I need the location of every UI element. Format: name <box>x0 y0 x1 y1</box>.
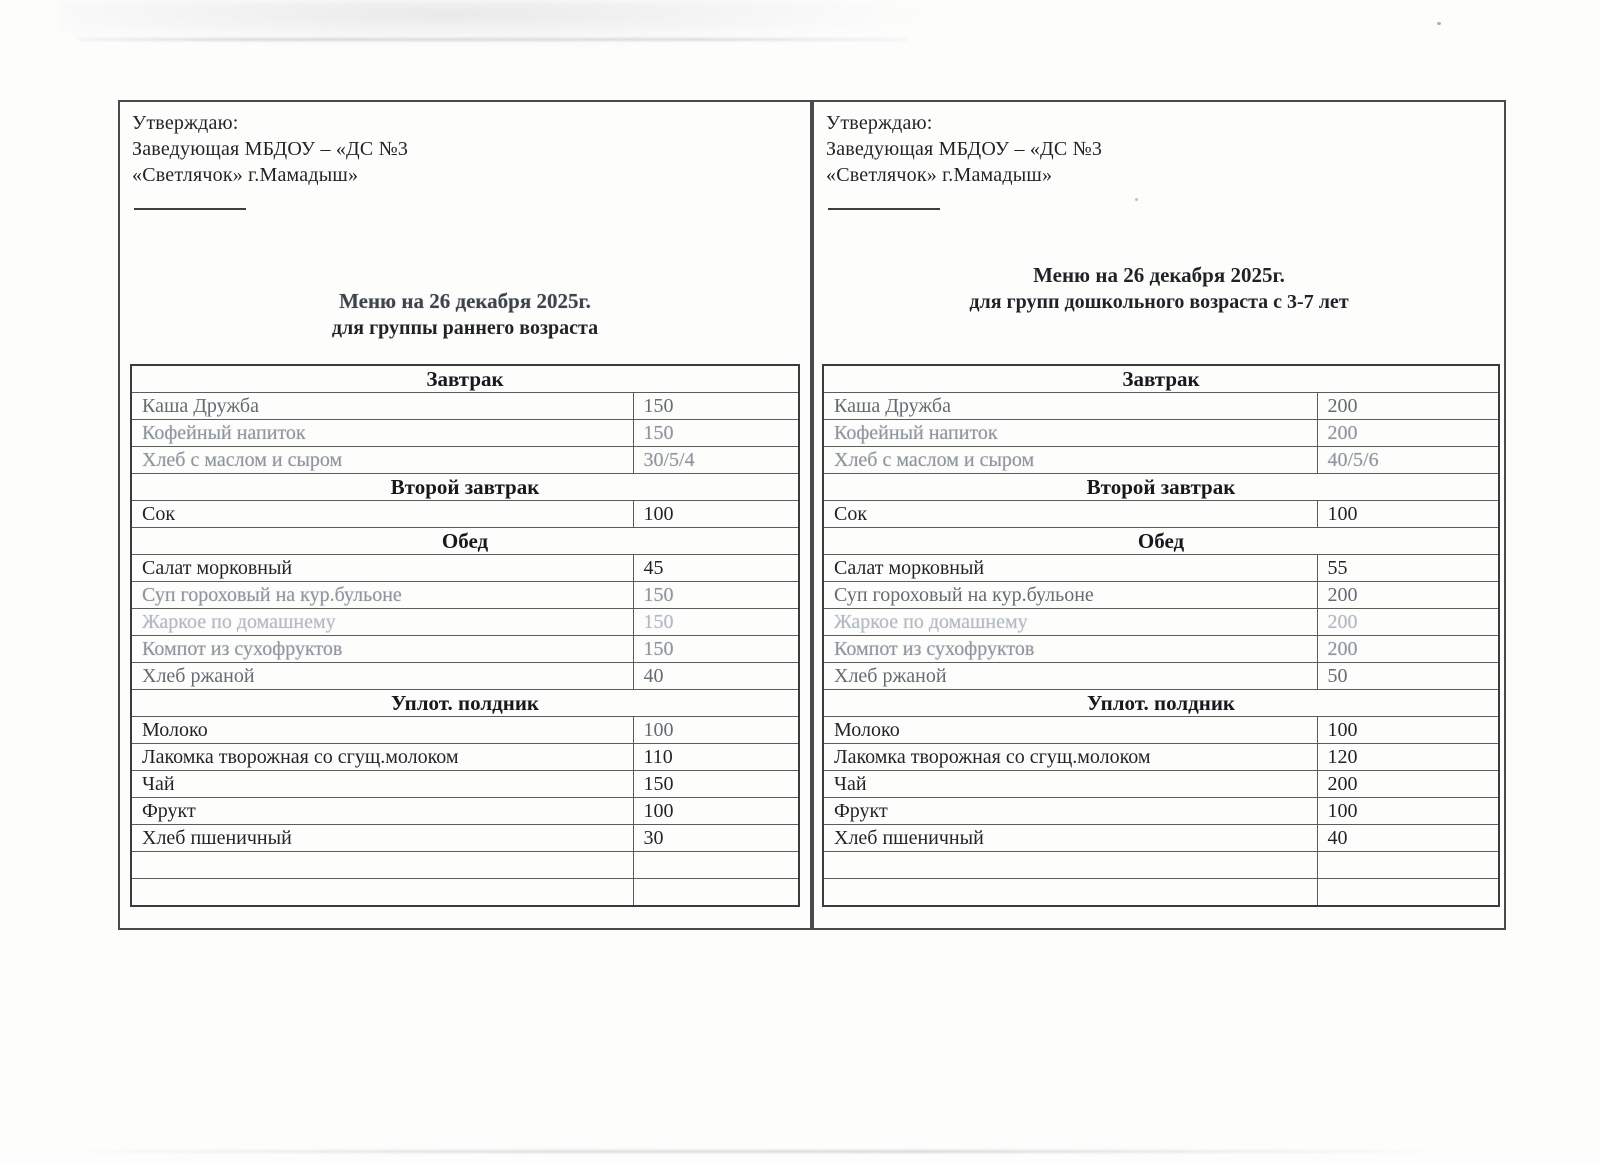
dish-qty-cell: 40 <box>633 663 799 690</box>
dish-qty-cell: 150 <box>633 609 799 636</box>
section-row <box>823 365 1499 393</box>
table-row <box>131 798 799 825</box>
section-header-cell: Второй завтрак <box>131 474 799 501</box>
section-row <box>131 528 799 555</box>
dish-name-cell: Лакомка творожная со сгущ.молоком <box>131 744 633 771</box>
table-row-empty <box>823 879 1499 907</box>
dish-qty-cell: 40/5/6 <box>1317 447 1499 474</box>
dish-qty-cell: 50 <box>1317 663 1499 690</box>
dish-qty-cell: 100 <box>1317 501 1499 528</box>
menu-title-date: Меню на 26 декабря 2025г. <box>339 289 591 313</box>
table-row <box>823 798 1499 825</box>
dish-name-cell: Каша Дружба <box>823 393 1317 420</box>
dish-name-cell: Чай <box>823 771 1317 798</box>
table-row <box>131 636 799 663</box>
dish-qty-cell <box>1317 852 1499 879</box>
dish-name-cell <box>823 852 1317 879</box>
dish-qty-cell: 110 <box>633 744 799 771</box>
dish-name-cell: Сок <box>823 501 1317 528</box>
dish-name-cell: Сок <box>131 501 633 528</box>
dish-qty-cell: 200 <box>1317 609 1499 636</box>
dish-name-cell: Салат морковный <box>823 555 1317 582</box>
table-row <box>823 609 1499 636</box>
dish-qty-cell: 150 <box>633 771 799 798</box>
dish-name-cell: Молоко <box>131 717 633 744</box>
table-row <box>823 825 1499 852</box>
section-row <box>823 474 1499 501</box>
approval-line: Утверждаю: <box>132 112 239 134</box>
section-row <box>131 690 799 717</box>
dish-name-cell: Чай <box>131 771 633 798</box>
dish-name-cell: Жаркое по домашнему <box>131 609 633 636</box>
section-row <box>823 528 1499 555</box>
table-row <box>823 582 1499 609</box>
table-row <box>131 717 799 744</box>
table-row <box>131 420 799 447</box>
table-row <box>823 555 1499 582</box>
dish-qty-cell: 150 <box>633 393 799 420</box>
dish-name-cell: Компот из сухофруктов <box>823 636 1317 663</box>
section-header-cell: Уплот. полдник <box>131 690 799 717</box>
menu-table <box>130 364 800 907</box>
section-header-cell: Завтрак <box>823 365 1499 393</box>
table-row <box>131 582 799 609</box>
table-row <box>131 825 799 852</box>
section-header-cell: Второй завтрак <box>823 474 1499 501</box>
scan-streak-bottom <box>55 1150 1455 1153</box>
approval-block <box>132 110 408 210</box>
dish-qty-cell: 30 <box>633 825 799 852</box>
scan-speck <box>1437 22 1441 25</box>
table-row <box>131 447 799 474</box>
table-row-empty <box>131 852 799 879</box>
section-row <box>131 474 799 501</box>
dish-qty-cell: 150 <box>633 636 799 663</box>
table-row <box>823 501 1499 528</box>
dish-qty-cell: 55 <box>1317 555 1499 582</box>
dish-name-cell: Хлеб с маслом и сыром <box>131 447 633 474</box>
dish-qty-cell <box>633 852 799 879</box>
dish-qty-cell: 200 <box>1317 393 1499 420</box>
dish-name-cell: Суп гороховый на кур.бульоне <box>823 582 1317 609</box>
dish-qty-cell: 45 <box>633 555 799 582</box>
approval-line: Заведующая МБДОУ – «ДС №3 <box>826 138 1103 160</box>
dish-qty-cell: 200 <box>1317 636 1499 663</box>
table-row <box>823 420 1499 447</box>
dish-qty-cell: 200 <box>1317 420 1499 447</box>
table-row <box>131 501 799 528</box>
dish-name-cell: Кофейный напиток <box>823 420 1317 447</box>
menu-table <box>822 364 1500 907</box>
section-header-cell: Уплот. полдник <box>823 690 1499 717</box>
approval-line: «Светлячок» г.Мамадыш» <box>826 164 1053 186</box>
menu-title-date: Меню на 26 декабря 2025г. <box>1033 263 1285 287</box>
dish-qty-cell: 100 <box>633 501 799 528</box>
approval-line: Утверждаю: <box>826 112 933 134</box>
menu-title <box>120 288 810 341</box>
table-row <box>823 636 1499 663</box>
menu-panel-preschool <box>812 100 1506 930</box>
dish-name-cell <box>131 852 633 879</box>
dish-qty-cell: 120 <box>1317 744 1499 771</box>
signature-line <box>828 208 940 210</box>
menu-title-group: для групп дошкольного возраста с 3-7 лет <box>969 291 1349 313</box>
table-row <box>823 771 1499 798</box>
dish-name-cell: Лакомка творожная со сгущ.молоком <box>823 744 1317 771</box>
dish-name-cell <box>823 879 1317 907</box>
approval-line: Заведующая МБДОУ – «ДС №3 <box>132 138 409 160</box>
dish-qty-cell: 150 <box>633 582 799 609</box>
menu-title <box>814 262 1504 315</box>
table-row <box>823 393 1499 420</box>
table-row <box>823 744 1499 771</box>
dish-name-cell: Фрукт <box>131 798 633 825</box>
approval-line: «Светлячок» г.Мамадыш» <box>132 164 359 186</box>
section-header-cell: Обед <box>131 528 799 555</box>
dish-name-cell: Молоко <box>823 717 1317 744</box>
dish-qty-cell: 100 <box>633 798 799 825</box>
dish-name-cell: Хлеб ржаной <box>823 663 1317 690</box>
table-row <box>131 744 799 771</box>
dish-qty-cell: 150 <box>633 420 799 447</box>
scan-streak-top <box>78 38 908 41</box>
table-row <box>823 663 1499 690</box>
dish-qty-cell: 100 <box>1317 798 1499 825</box>
menu-title-group: для группы раннего возраста <box>331 317 599 339</box>
dish-name-cell: Кофейный напиток <box>131 420 633 447</box>
dish-name-cell: Компот из сухофруктов <box>131 636 633 663</box>
dish-qty-cell: 200 <box>1317 771 1499 798</box>
table-row <box>131 555 799 582</box>
table-row-empty <box>823 852 1499 879</box>
dish-name-cell: Хлеб с маслом и сыром <box>823 447 1317 474</box>
dish-name-cell <box>131 879 633 907</box>
section-header-cell: Завтрак <box>131 365 799 393</box>
dish-qty-cell: 200 <box>1317 582 1499 609</box>
dish-qty-cell: 30/5/4 <box>633 447 799 474</box>
dish-name-cell: Салат морковный <box>131 555 633 582</box>
menu-panel-early-age <box>118 100 812 930</box>
table-row <box>131 771 799 798</box>
table-row <box>131 609 799 636</box>
table-row <box>131 393 799 420</box>
dish-qty-cell: 40 <box>1317 825 1499 852</box>
table-row <box>823 717 1499 744</box>
section-row <box>823 690 1499 717</box>
dish-qty-cell: 100 <box>1317 717 1499 744</box>
dish-name-cell: Хлеб пшеничный <box>823 825 1317 852</box>
dish-qty-cell <box>633 879 799 907</box>
dish-name-cell: Хлеб пшеничный <box>131 825 633 852</box>
dish-name-cell: Суп гороховый на кур.бульоне <box>131 582 633 609</box>
table-row <box>823 447 1499 474</box>
section-row <box>131 365 799 393</box>
dish-name-cell: Фрукт <box>823 798 1317 825</box>
table-row-empty <box>131 879 799 907</box>
dish-name-cell: Хлеб ржаной <box>131 663 633 690</box>
table-row <box>131 663 799 690</box>
signature-line <box>134 208 246 210</box>
dish-name-cell: Каша Дружба <box>131 393 633 420</box>
approval-block <box>826 110 1102 210</box>
dish-qty-cell <box>1317 879 1499 907</box>
section-header-cell: Обед <box>823 528 1499 555</box>
dish-qty-cell: 100 <box>633 717 799 744</box>
dish-name-cell: Жаркое по домашнему <box>823 609 1317 636</box>
